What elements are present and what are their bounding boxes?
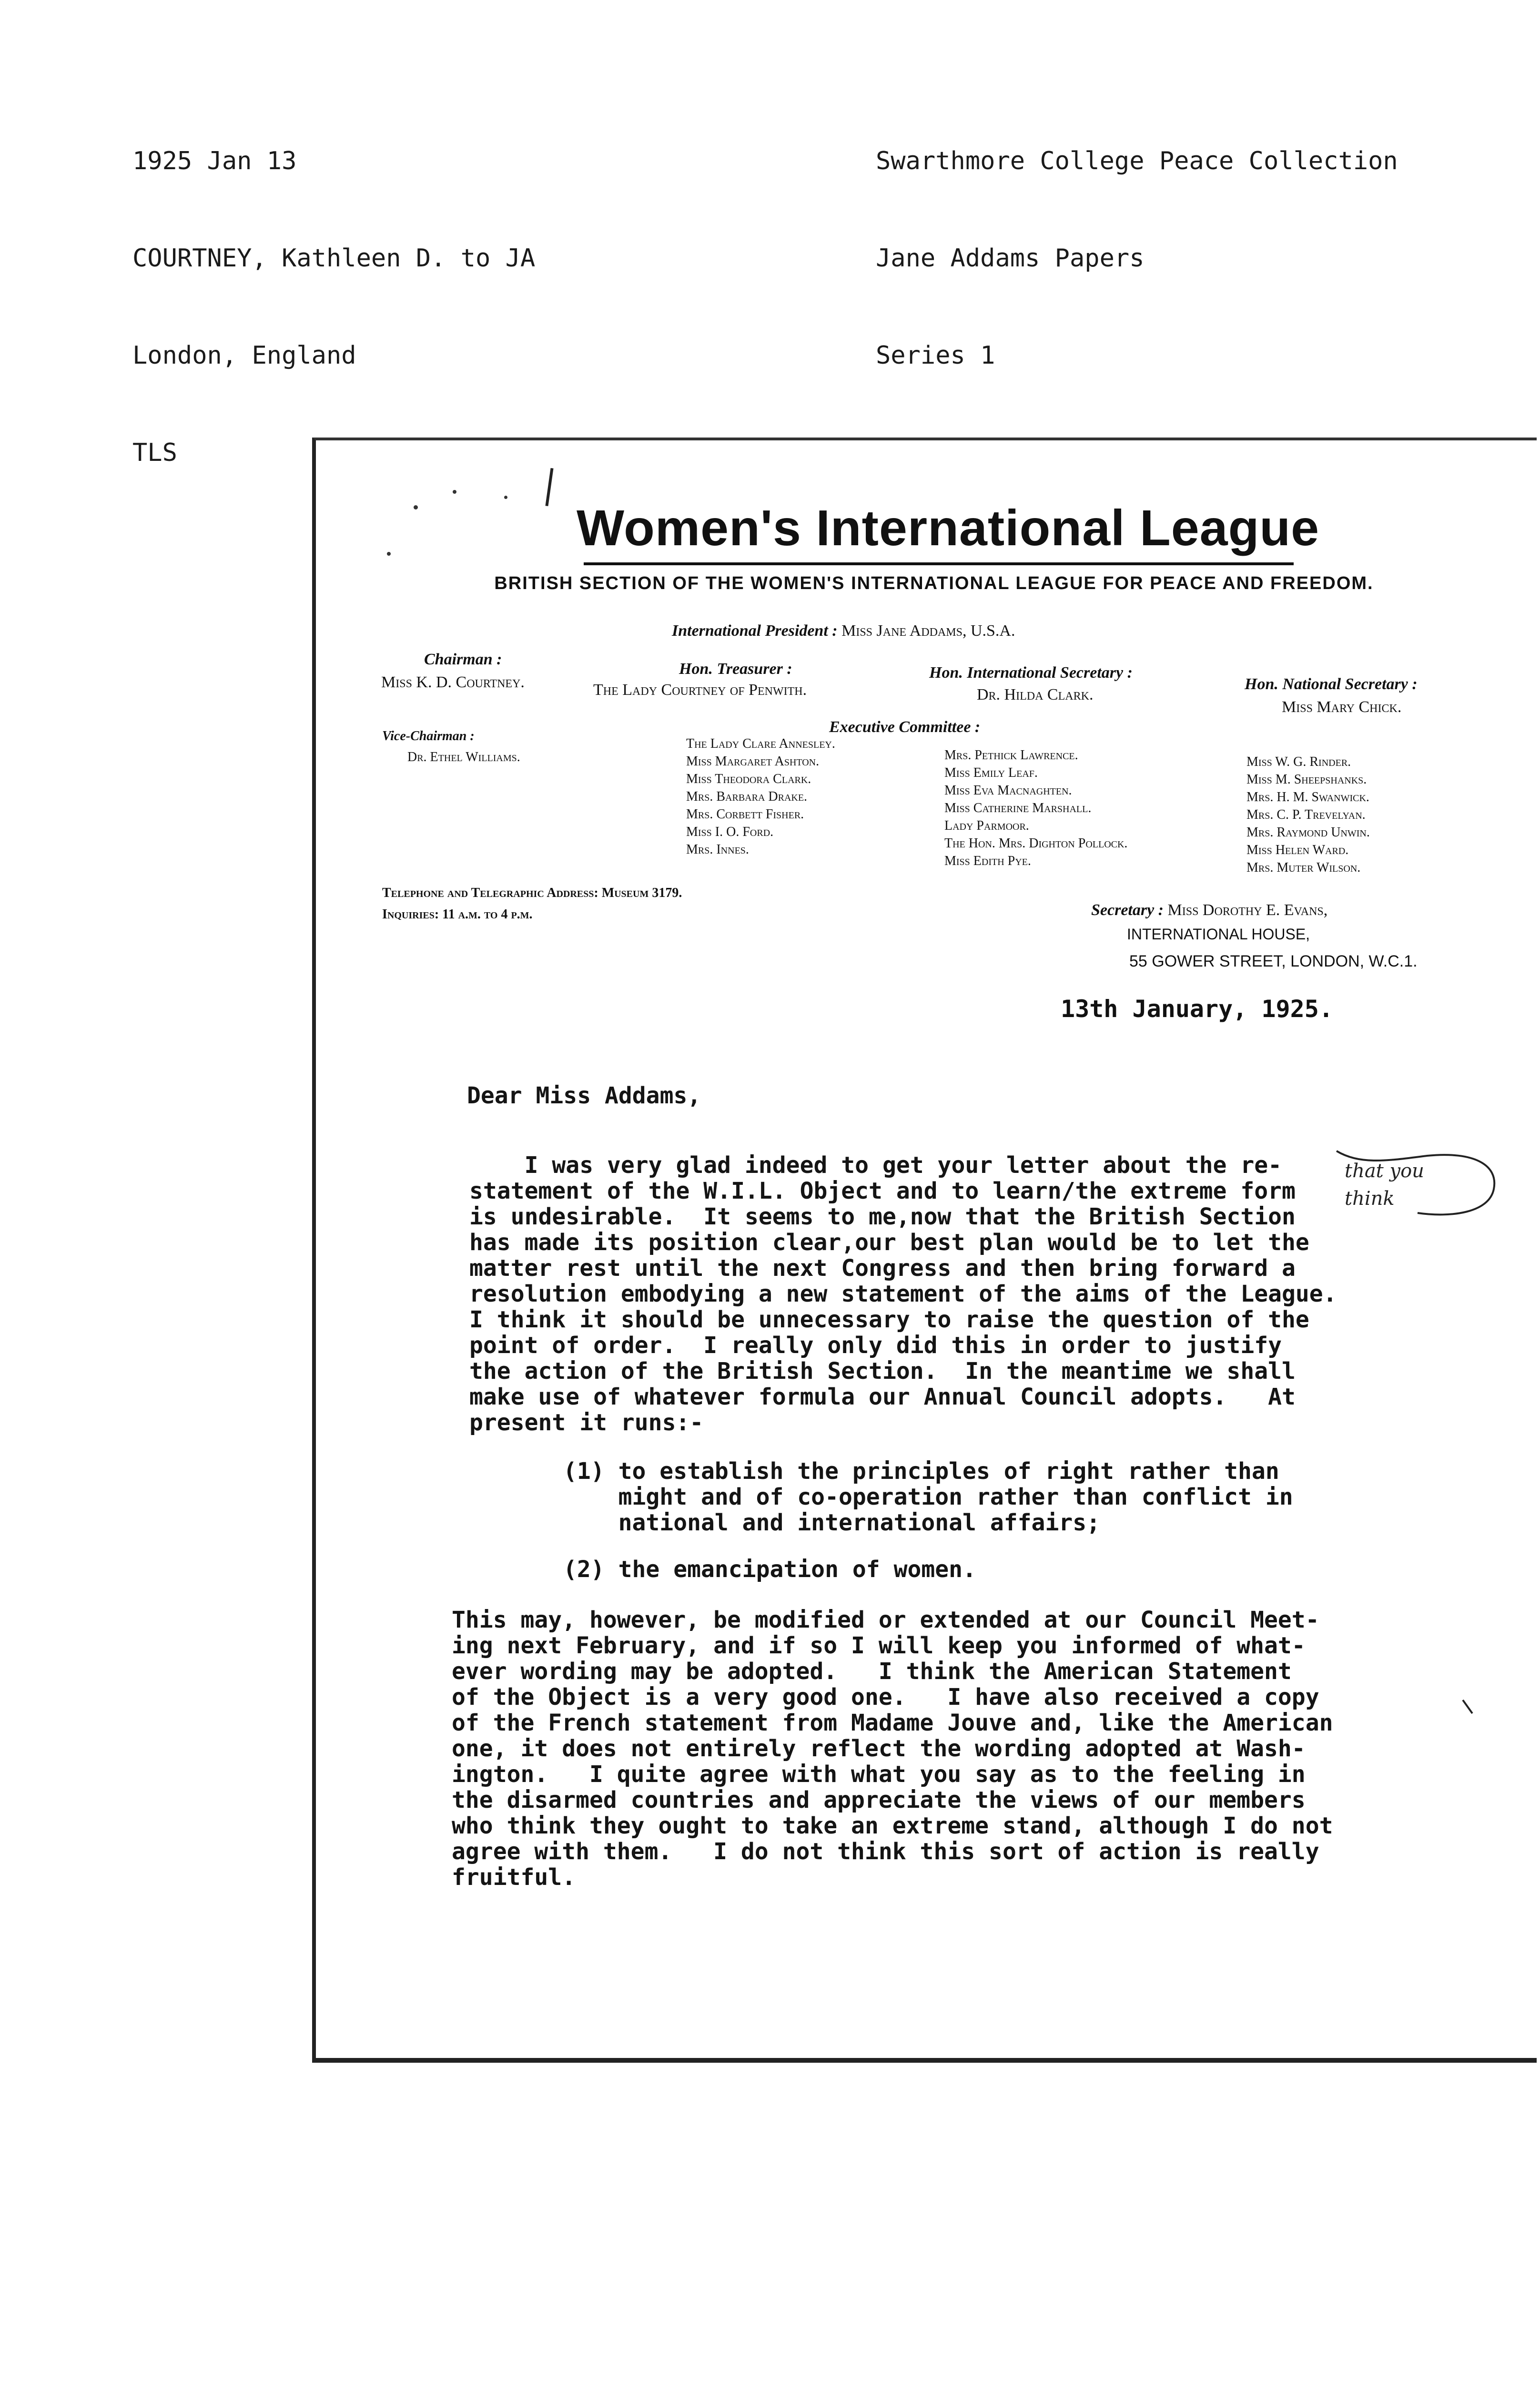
committee-member: Mrs. H. M. Swanwick.: [1246, 790, 1369, 805]
committee-member: Lady Parmoor.: [944, 818, 1029, 833]
committee-member: Mrs. C. P. Trevelyan.: [1246, 807, 1366, 822]
archive-format: TLS: [132, 438, 177, 467]
inquiries-hours: Inquiries: 11 a.m. to 4 p.m.: [382, 907, 533, 922]
collection-series: Series 1: [876, 341, 995, 370]
address-line-2: 55 GOWER STREET, LONDON, W.C.1.: [1129, 952, 1418, 970]
natl-secretary-name: Miss Mary Chick.: [1282, 698, 1402, 716]
ink-speck: [387, 552, 391, 556]
chairman-label: Chairman :: [424, 651, 502, 668]
committee-column-1: [686, 735, 835, 858]
committee-member: Miss W. G. Rinder.: [1246, 754, 1351, 769]
committee-member: The Lady Clare Annesley.: [686, 736, 835, 751]
committee-member: Miss Emily Leaf.: [944, 765, 1038, 780]
intl-secretary-label: Hon. International Secretary :: [929, 664, 1133, 682]
committee-member: Miss Eva Macnaghten.: [944, 783, 1072, 798]
letter-date: 13th January, 1925.: [1061, 995, 1333, 1023]
president-name: Miss Jane Addams, U.S.A.: [841, 622, 1015, 640]
intl-secretary-name: Dr. Hilda Clark.: [977, 686, 1094, 703]
body-paragraph-2: This may, however, be modified or extended at our Council Meet- ing next February, and if so I will keep you informed of what- ever wording may be adopted. I think the American Statement of the Object is a very good one. I have also received a copy of the French statement from Madame Jouve and, like the American one, it does not entirely reflect the wording adopted at Wash- ington. I quite agree with what you say as to the feeling in the disarmed countries and appreciate the views of our members who think they ought to take an extreme stand, although I do not agree with them. I do not think this sort of action is really fruitful.: [452, 1607, 1333, 1891]
committee-member: Mrs. Innes.: [686, 842, 749, 857]
committee-member: Miss Theodora Clark.: [686, 772, 811, 786]
object-list-item-2: (2) the emancipation of women.: [563, 1556, 976, 1583]
treasurer-name: The Lady Courtney of Penwith.: [593, 681, 807, 699]
committee-column-3: [1246, 753, 1370, 876]
handwritten-insertion: that you think: [1345, 1160, 1424, 1210]
secretary-name: Miss Dorothy E. Evans,: [1167, 901, 1328, 919]
committee-member: Miss Edith Pye.: [944, 854, 1031, 868]
committee-member: Mrs. Raymond Unwin.: [1246, 825, 1370, 840]
committee-member: Miss Helen Ward.: [1246, 843, 1349, 857]
collection-papers: Jane Addams Papers: [876, 244, 1145, 273]
telephone-address: Telephone and Telegraphic Address: Museum 3179.: [382, 886, 682, 900]
ink-speck: [504, 496, 507, 499]
committee-member: Miss Catherine Marshall.: [944, 801, 1092, 815]
object-list-item-1: (1) to establish the principles of right rather than might and of co-operation rather than conflict in national and international affairs;: [563, 1458, 1293, 1536]
address-line-1: INTERNATIONAL HOUSE,: [1127, 926, 1310, 943]
letterhead-title: Women's International League: [577, 500, 1320, 556]
committee-member: Mrs. Muter Wilson.: [1246, 860, 1361, 875]
collection-name: Swarthmore College Peace Collection: [876, 147, 1398, 175]
committee-member: The Hon. Mrs. Dighton Pollock.: [944, 836, 1128, 851]
letterhead-subtitle: BRITISH SECTION OF THE WOMEN'S INTERNATIONAL LEAGUE FOR PEACE AND FREEDOM.: [494, 573, 1374, 593]
archive-collection: [876, 80, 1398, 404]
committee-member: Mrs. Barbara Drake.: [686, 789, 808, 804]
international-president: [672, 621, 1015, 642]
chairman-name: Miss K. D. Courtney.: [381, 673, 525, 691]
secretary: [1091, 900, 1327, 921]
executive-committee-label: Executive Committee :: [829, 718, 981, 736]
vice-chairman-label: Vice-Chairman :: [382, 729, 475, 743]
natl-secretary-label: Hon. National Secretary :: [1245, 675, 1418, 693]
vice-chairman-name: Dr. Ethel Williams.: [407, 750, 520, 764]
title-underline: [584, 562, 1294, 565]
archive-date: 1925 Jan 13: [132, 147, 297, 175]
treasurer-label: Hon. Treasurer :: [679, 660, 792, 678]
ink-speck: [414, 505, 418, 509]
committee-member: Miss Margaret Ashton.: [686, 754, 820, 769]
committee-member: Mrs. Corbett Fisher.: [686, 807, 804, 822]
archive-place: London, England: [132, 341, 356, 370]
president-label: International President :: [672, 622, 838, 640]
archive-correspondents: COURTNEY, Kathleen D. to JA: [132, 244, 536, 273]
committee-member: Mrs. Pethick Lawrence.: [944, 748, 1078, 763]
committee-member: Miss I. O. Ford.: [686, 825, 774, 839]
committee-column-2: [944, 746, 1127, 870]
committee-member: Miss M. Sheepshanks.: [1246, 772, 1367, 787]
salutation: Dear Miss Addams,: [467, 1082, 701, 1109]
ink-speck: [453, 490, 456, 494]
secretary-label: Secretary :: [1091, 901, 1164, 919]
margin-tick-mark: [1462, 1699, 1473, 1714]
body-paragraph-1: I was very glad indeed to get your letter about the re- statement of the W.I.L. Object and to learn/the extreme form is undesirable. It seems to me,now that the British Section has made its position clear,our best plan would be to let the matter rest until the next Congress and then bring forward a resolution embodying a new statement of the aims of the League. I think it should be unnecessary to raise the question of the point of order. I really only did this in order to justify the action of the British Section. In the meantime we shall make use of whatever formula our Annual Council adopts. At present it runs:-: [469, 1152, 1337, 1436]
